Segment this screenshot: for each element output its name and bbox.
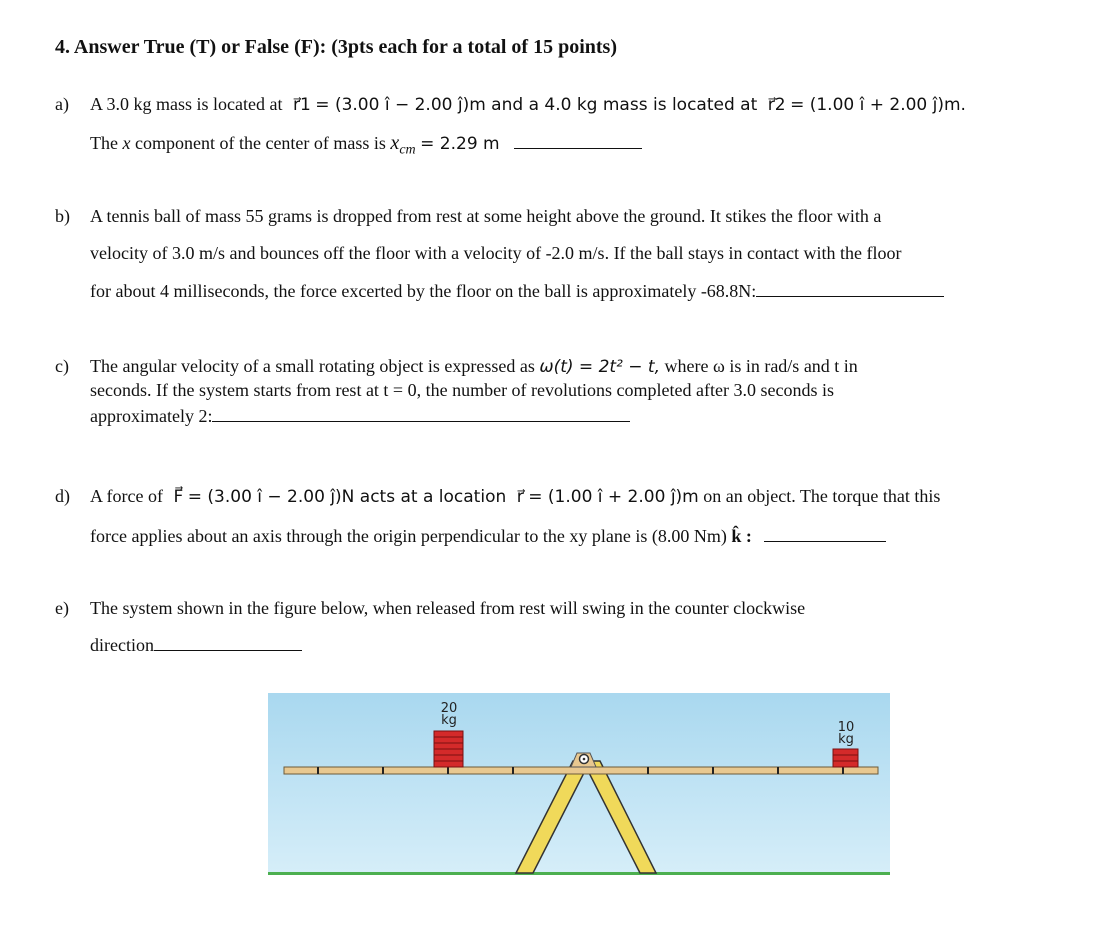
- question-heading: 4. Answer True (T) or False (F): (3pts each for a total of 15 points): [55, 36, 617, 58]
- ground-line: [268, 872, 890, 875]
- question-e-line1: The system shown in the figure below, when released from rest will swing in the counter clockwise: [90, 598, 806, 618]
- answer-blank-c[interactable]: [212, 405, 630, 422]
- force-vector: F⃗: [173, 487, 184, 507]
- xcm-symbol: x: [390, 132, 400, 154]
- question-b-line2: velocity of 3.0 m/s and bounces off the floor with a velocity of -2.0 m/s. If the ball stays in contact with the floor: [90, 243, 902, 263]
- question-b-line3: for about 4 milliseconds, the force excerted by the floor on the ball is approximately -68.8N:: [90, 280, 944, 302]
- answer-blank-b[interactable]: [756, 280, 944, 297]
- question-d-label: d): [55, 486, 70, 506]
- right-mass-value: 10: [837, 720, 855, 735]
- seesaw-board: [284, 767, 878, 774]
- right-mass-unit: kg: [838, 732, 854, 747]
- question-c-label: c): [55, 356, 69, 376]
- question-a-line2: The x component of the center of mass is $x_{cm} = 2.29$ m: [90, 132, 642, 159]
- question-c-line2: seconds. If the system starts from rest at t = 0, the number of revolutions completed after 3.0 seconds is: [90, 380, 834, 400]
- question-d-line1: A force of F⃗ = (3.00 î − 2.00 ĵ)N acts at a location r⃗ = (1.00 î + 2.00 ĵ)m on an object. The torque that this: [90, 486, 941, 507]
- question-a-label: a): [55, 94, 69, 114]
- question-e-label: e): [55, 598, 69, 618]
- right-mass-10kg: [833, 749, 858, 767]
- question-b-label: b): [55, 206, 70, 226]
- k-hat-unit: k̂ :: [731, 526, 752, 546]
- question-b-line1: A tennis ball of mass 55 grams is dropped from rest at some height above the ground. It stikes the floor with a: [90, 206, 882, 226]
- r2-vector: r⃗2: [767, 95, 786, 115]
- question-d-line2: force applies about an axis through the origin perpendicular to the xy plane is (8.00 Nm) k̂ :: [90, 525, 886, 547]
- left-mass-unit: kg: [441, 713, 457, 728]
- answer-blank-d[interactable]: [764, 525, 886, 542]
- question-c-line1: The angular velocity of a small rotating object is expressed as ω(t) = 2t² − t, where ω is in rad/s and t in: [90, 356, 858, 377]
- r1-vector: r⃗1: [292, 95, 311, 115]
- position-vector: r⃗: [516, 487, 524, 507]
- answer-blank-e[interactable]: [154, 634, 302, 651]
- question-e-line2: direction: [90, 634, 302, 656]
- omega-expression: ω(t) = 2t² − t,: [539, 357, 660, 377]
- left-mass-value: 20: [440, 701, 458, 716]
- question-a-line1: A 3.0 kg mass is located at r⃗1 = (3.00 î − 2.00 ĵ)m and a 4.0 kg mass is located at r⃗2 = (1.00 î + 2.00 ĵ)m.: [90, 94, 966, 115]
- answer-blank-a[interactable]: [514, 132, 642, 149]
- seesaw-figure: [268, 693, 890, 875]
- left-mass-20kg: [434, 731, 463, 767]
- question-c-line3: approximately 2:: [90, 405, 630, 427]
